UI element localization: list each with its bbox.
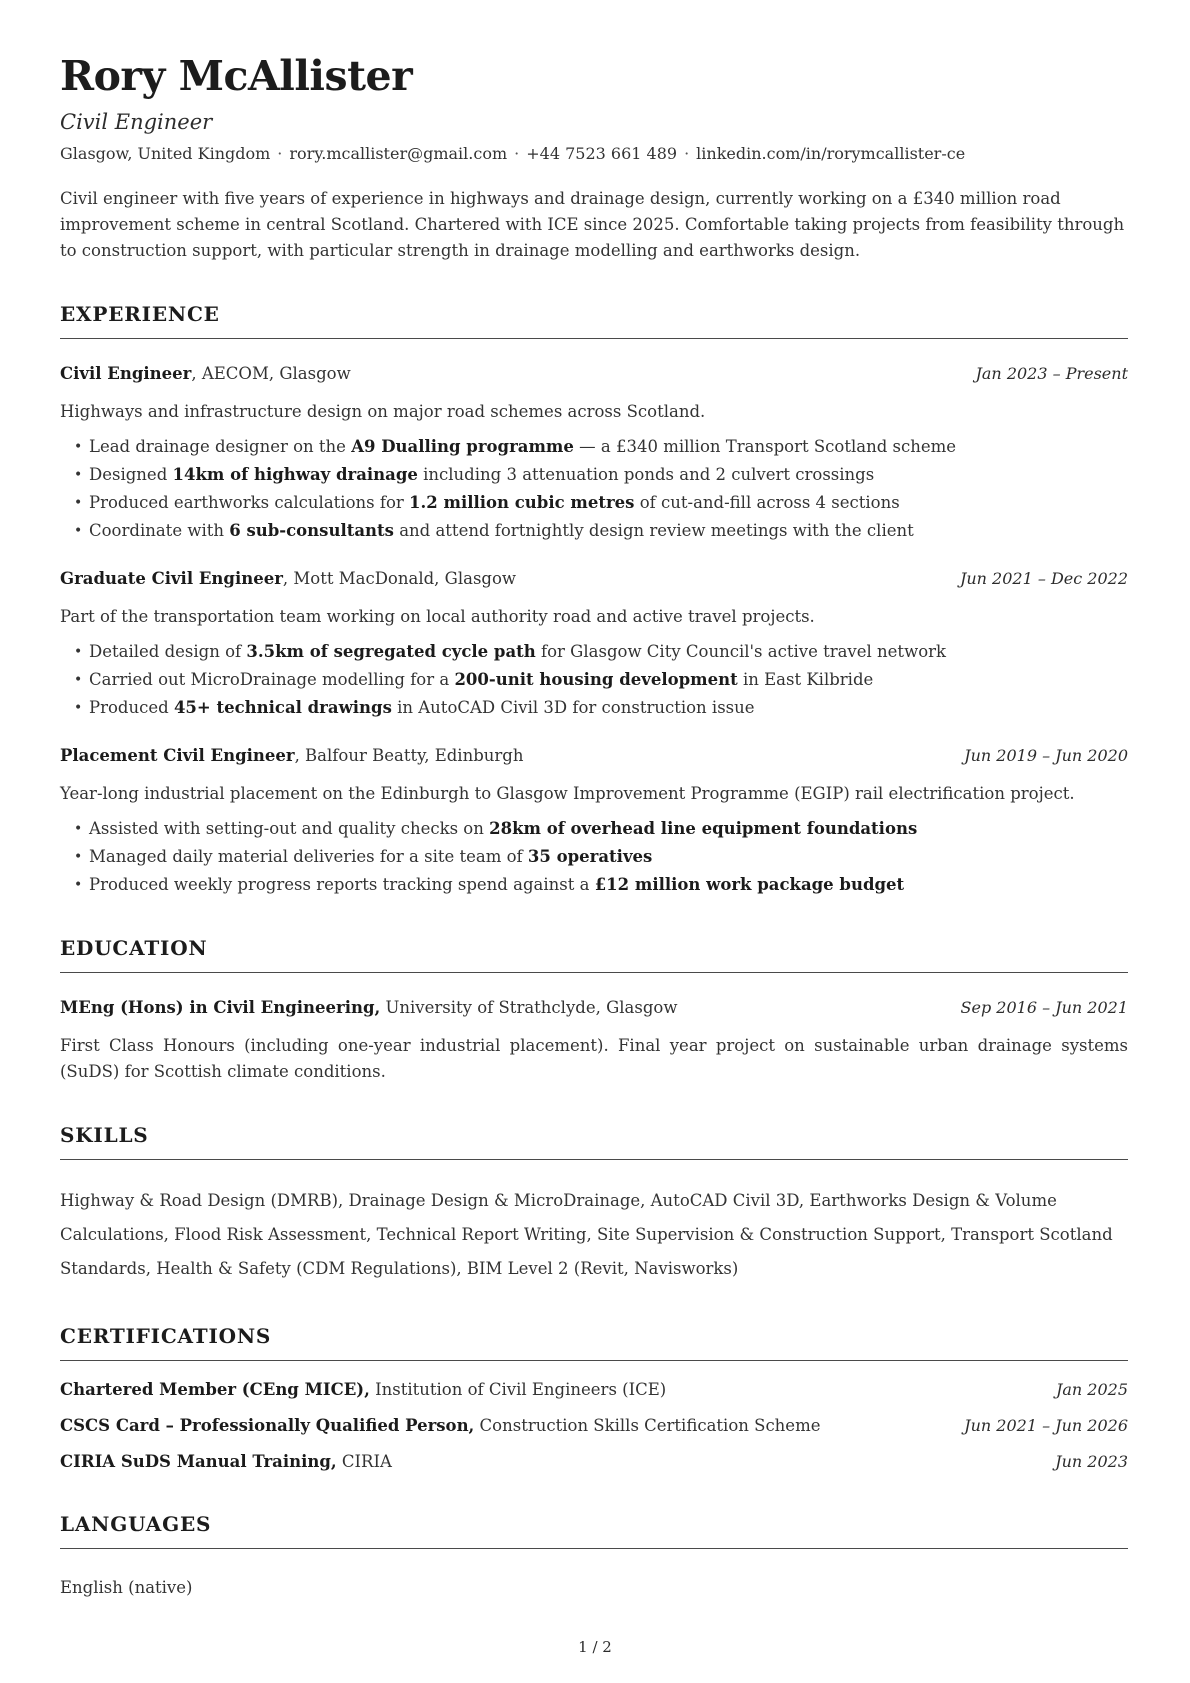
section-skills xyxy=(60,1123,1128,1286)
certification-title xyxy=(60,1378,686,1402)
separator-dot: · xyxy=(514,144,520,164)
bullet-item: • Lead drainage designer on the A9 Dualling programme — a £340 million Transport Scotland scheme xyxy=(89,434,1128,460)
bullet-item: • Assisted with setting-out and quality checks on 28km of overhead line equipment foundations xyxy=(89,816,1128,842)
certification-item xyxy=(60,1414,1128,1438)
job-entry xyxy=(60,362,1128,544)
job-summary: Part of the transportation team working on local authority road and active travel projects. xyxy=(60,607,815,627)
contact-line xyxy=(60,144,1128,163)
separator-dot: · xyxy=(684,144,690,164)
job-dates: Jun 2021 – Dec 2022 xyxy=(959,569,1128,589)
cert-dates: Jan 2025 xyxy=(1055,1380,1128,1400)
section-divider xyxy=(60,1548,1128,1549)
bullet-item: • Produced earthworks calculations for 1.2 million cubic metres of cut-and-fill across 4 sections xyxy=(89,490,1128,516)
section-divider xyxy=(60,1159,1128,1160)
contact-email: rory.mcallister@gmail.com xyxy=(289,144,508,164)
job-dates: Jun 2019 – Jun 2020 xyxy=(964,746,1128,766)
job-summary: Highways and infrastructure design on major road schemes across Scotland. xyxy=(60,402,706,422)
education-description: First Class Honours (including one-year industrial placement). Final year project on sustainable urban drainage systems (SuDS) for Scottish climate conditions. xyxy=(60,1036,1128,1082)
certification-item xyxy=(60,1450,1128,1474)
job-entry xyxy=(60,744,1128,898)
job-title xyxy=(60,567,536,591)
bullet-item: • Detailed design of 3.5km of segregated cycle path for Glasgow City Council's active travel network xyxy=(89,639,1128,665)
education-dates: Sep 2016 – Jun 2021 xyxy=(960,998,1128,1018)
job-role: Graduate Civil Engineer xyxy=(60,569,283,589)
cert-name: Chartered Member (CEng MICE), xyxy=(60,1380,370,1400)
cert-name: CSCS Card – Professionally Qualified Person, xyxy=(60,1416,475,1436)
contact-linkedin: linkedin.com/in/rorymcallister-ce xyxy=(696,144,966,164)
language-item: English (native) xyxy=(60,1578,193,1598)
job-bullets xyxy=(60,639,1128,721)
bullet-item: • Produced weekly progress reports tracking spend against a £12 million work package budget xyxy=(89,872,1128,898)
certification-item xyxy=(60,1378,1128,1402)
job-entry xyxy=(60,567,1128,721)
profile-summary: Civil engineer with five years of experience in highways and drainage design, currently working on a £340 million road improvement scheme in central Scotland. Chartered with ICE since 2025. Comfortable taking projects from feasibility through to construction support, with particular strength in drainage modelling and earthworks design. xyxy=(60,189,1125,261)
job-company: , Balfour Beatty, Edinburgh xyxy=(294,746,524,766)
separator-dot: · xyxy=(277,144,283,164)
bullet-item: • Managed daily material deliveries for a site team of 35 operatives xyxy=(89,844,1128,870)
job-title-row xyxy=(60,744,1128,768)
section-languages xyxy=(60,1512,1128,1601)
bullet-item: • Produced 45+ technical drawings in AutoCAD Civil 3D for construction issue xyxy=(89,695,1128,721)
section-heading-experience: EXPERIENCE xyxy=(60,302,220,327)
cert-dates: Jun 2023 xyxy=(1055,1452,1128,1472)
section-heading-certifications: CERTIFICATIONS xyxy=(60,1324,272,1349)
bullet-item: • Carried out MicroDrainage modelling for a 200-unit housing development in East Kilbride xyxy=(89,667,1128,693)
job-role: Placement Civil Engineer xyxy=(60,746,295,766)
bullet-item: • Designed 14km of highway drainage including 3 attenuation ponds and 2 culvert crossings xyxy=(89,462,1128,488)
candidate-name: Rory McAllister xyxy=(60,52,413,100)
job-title xyxy=(60,362,371,386)
cert-issuer: CIRIA xyxy=(336,1452,392,1472)
job-summary: Year-long industrial placement on the Edinburgh to Glasgow Improvement Programme (EGIP) rail electrification project. xyxy=(60,784,1075,804)
contact-location: Glasgow, United Kingdom xyxy=(60,144,271,164)
education-title-row xyxy=(60,996,1128,1020)
skills-list: Highway & Road Design (DMRB), Drainage Design & MicroDrainage, AutoCAD Civil 3D, Earthworks Design & Volume Calculations, Flood Risk Assessment, Technical Report Writing, Site Supervision & Construction Support, Transport Scotland Standards, Health & Safety (CDM Regulations), BIM Level 2 (Revit, Navisworks) xyxy=(60,1191,1113,1279)
cert-name: CIRIA SuDS Manual Training, xyxy=(60,1452,337,1472)
section-divider xyxy=(60,1360,1128,1361)
cert-issuer: Institution of Civil Engineers (ICE) xyxy=(369,1380,667,1400)
education-entry xyxy=(60,996,1128,1085)
job-company: , AECOM, Glasgow xyxy=(191,364,351,384)
job-title-row xyxy=(60,567,1128,591)
section-experience xyxy=(60,302,1128,898)
school-name: University of Strathclyde, Glasgow xyxy=(380,998,678,1018)
section-divider xyxy=(60,972,1128,973)
job-dates: Jan 2023 – Present xyxy=(975,364,1128,384)
section-certifications xyxy=(60,1324,1128,1474)
cert-issuer: Construction Skills Certification Scheme xyxy=(474,1416,821,1436)
job-role: Civil Engineer xyxy=(60,364,192,384)
certification-title xyxy=(60,1414,840,1438)
contact-phone: +44 7523 661 489 xyxy=(526,144,678,164)
job-bullets xyxy=(60,816,1128,898)
page-number: 1 / 2 xyxy=(578,1638,612,1656)
certification-title xyxy=(60,1450,412,1474)
section-education xyxy=(60,936,1128,1085)
job-title xyxy=(60,744,543,768)
section-heading-skills: SKILLS xyxy=(60,1123,149,1148)
job-title-row xyxy=(60,362,1128,386)
candidate-job-title: Civil Engineer xyxy=(60,110,213,135)
education-title xyxy=(60,996,697,1020)
cert-dates: Jun 2021 – Jun 2026 xyxy=(964,1416,1128,1436)
bullet-item: • Coordinate with 6 sub-consultants and attend fortnightly design review meetings with the client xyxy=(89,518,1128,544)
section-divider xyxy=(60,338,1128,339)
section-heading-languages: LANGUAGES xyxy=(60,1512,212,1537)
job-bullets xyxy=(60,434,1128,544)
degree-name: MEng (Hons) in Civil Engineering, xyxy=(60,998,381,1018)
job-company: , Mott MacDonald, Glasgow xyxy=(282,569,517,589)
section-heading-education: EDUCATION xyxy=(60,936,208,961)
